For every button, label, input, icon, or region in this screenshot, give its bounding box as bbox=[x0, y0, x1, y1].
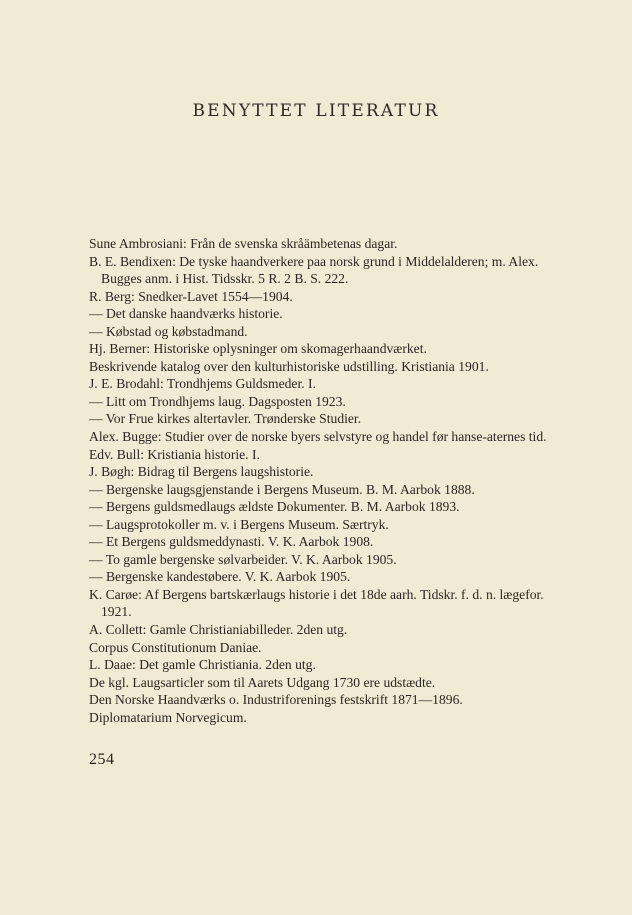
bibliography-entry: — Købstad og købstadmand. bbox=[89, 323, 248, 339]
bibliography-entry: — Litt om Trondhjems laug. Dagsposten 1923. bbox=[89, 393, 346, 409]
bibliography-entry: — Bergenske laugsgjenstande i Bergens Museum. B. M. Aarbok 1888. bbox=[89, 481, 475, 497]
bibliography-entry: — To gamle bergenske sølvarbeider. V. K. Aarbok 1905. bbox=[89, 551, 397, 567]
bibliography-entry: — Et Bergens guldsmeddynasti. V. K. Aarbok 1908. bbox=[89, 534, 374, 550]
bibliography-entry: — Vor Frue kirkes altertavler. Trønderske Studier. bbox=[89, 411, 362, 427]
bibliography-entry: Edv. Bull: Kristiania historie. I. bbox=[89, 446, 260, 462]
bibliography-entry: R. Berg: Snedker-Lavet 1554—1904. bbox=[89, 288, 293, 304]
bibliography-entry: Sune Ambrosiani: Från de svenska skråämbetenas dagar. bbox=[89, 236, 398, 251]
bibliography-entry: Beskrivende katalog over den kulturhistoriske udstilling. Kristiania 1901. bbox=[89, 358, 489, 374]
page-number: 254 bbox=[89, 751, 115, 768]
bibliography-entry: Hj. Berner: Historiske oplysninger om skomagerhaandværket. bbox=[89, 341, 427, 357]
bibliography-entry: — Bergenske kandestøbere. V. K. Aarbok 1905. bbox=[89, 569, 351, 585]
bibliography-entry: Corpus Constitutionum Daniae. bbox=[89, 639, 262, 655]
bibliography-entry: — Det danske haandværks historie. bbox=[89, 306, 283, 322]
bibliography-entry: De kgl. Laugsarticler som til Aarets Udgang 1730 ere udstædte. bbox=[89, 674, 436, 690]
bibliography-list bbox=[89, 235, 571, 726]
page-title: BENYTTET LITERATUR bbox=[192, 101, 440, 121]
bibliography-entry: J. E. Brodahl: Trondhjems Guldsmeder. I. bbox=[89, 376, 316, 392]
bibliography-entry: Den Norske Haandværks o. Industriforenings festskrift 1871—1896. bbox=[89, 692, 463, 708]
bibliography-entry: A. Collett: Gamle Christianiabilleder. 2den utg. bbox=[89, 622, 348, 638]
bibliography-entry: K. Carøe: Af Bergens bartskærlaugs historie i det 18de aarh. Tidskr. f. d. n. lægefor. 1921. bbox=[89, 586, 544, 620]
bibliography-entry: — Laugsprotokoller m. v. i Bergens Museum. Særtryk. bbox=[89, 516, 389, 532]
bibliography-entry: Alex. Bugge: Studier over de norske byers selvstyre og handel før hanse-aternes tid. bbox=[89, 429, 547, 445]
bibliography-entry: J. Bøgh: Bidrag til Bergens laugshistorie. bbox=[89, 464, 314, 480]
bibliography-entry: Diplomatarium Norvegicum. bbox=[89, 709, 247, 725]
bibliography-entry: L. Daae: Det gamle Christiania. 2den utg. bbox=[89, 657, 316, 673]
bibliography-entry: B. E. Bendixen: De tyske haandverkere paa norsk grund i Middelalderen; m. Alex. Bugges anm. i Hist. Tidsskr. 5 R. 2 B. S. 222. bbox=[89, 253, 539, 287]
bibliography-entry: — Bergens guldsmedlaugs ældste Dokumenter. B. M. Aarbok 1893. bbox=[89, 499, 460, 515]
